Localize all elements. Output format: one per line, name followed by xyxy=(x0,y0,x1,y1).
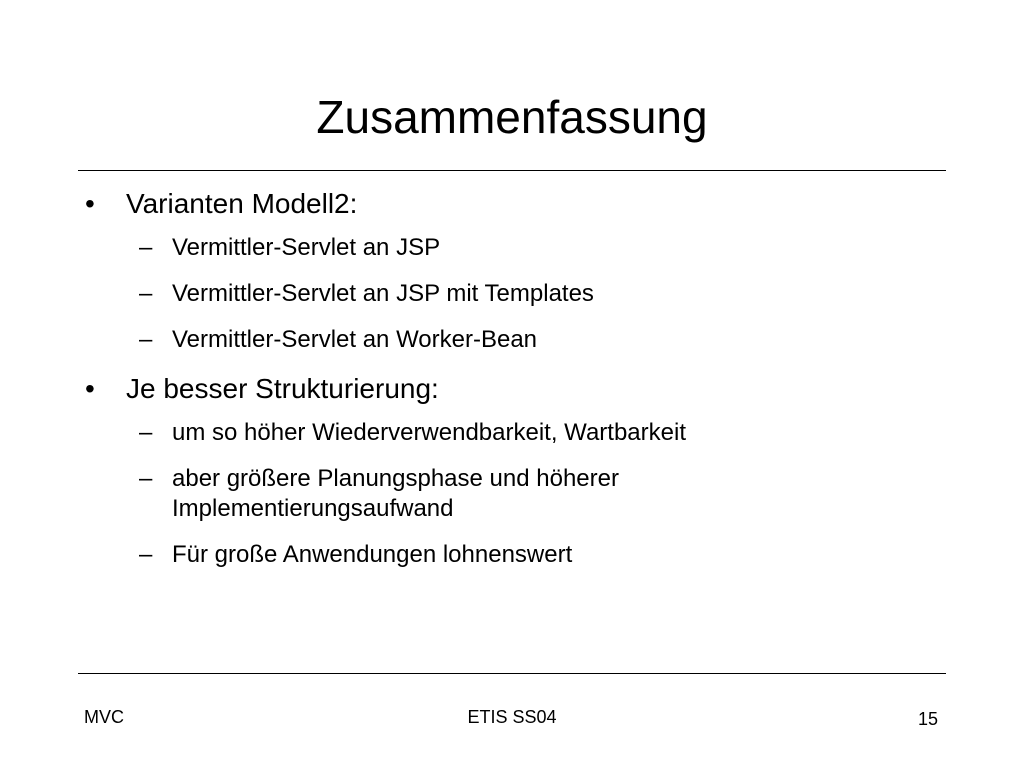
sub-bullet-marker: – xyxy=(139,541,153,568)
sub-bullet-text: Vermittler-Servlet an Worker-Bean xyxy=(172,326,538,353)
bullet-text: Varianten Modell2: xyxy=(126,188,358,219)
bottom-divider xyxy=(78,673,946,674)
sub-bullet-item xyxy=(85,540,935,570)
sub-bullet-text: Für große Anwendungen lohnenswert xyxy=(172,541,573,568)
bullet-item xyxy=(85,369,935,409)
sub-bullet-text: aber größere Planungsphase und höherer Implementierungsaufwand xyxy=(172,465,619,522)
bullet-marker: • xyxy=(85,188,95,219)
sub-bullet-item xyxy=(85,464,935,524)
bullet-text: Je besser Strukturierung: xyxy=(126,373,439,404)
bullet-item xyxy=(85,184,935,224)
top-divider xyxy=(78,170,946,171)
sub-bullet-item xyxy=(85,325,935,355)
slide-title: Zusammenfassung xyxy=(316,91,708,143)
sub-bullet-item xyxy=(85,279,935,309)
footer-center-label: ETIS SS04 xyxy=(467,707,557,727)
sub-bullet-marker: – xyxy=(139,465,153,492)
sub-bullet-item xyxy=(85,418,935,448)
sub-bullet-text: Vermittler-Servlet an JSP xyxy=(172,234,441,261)
sub-bullet-marker: – xyxy=(139,280,153,307)
sub-bullet-text: um so höher Wiederverwendbarkeit, Wartbarkeit xyxy=(172,419,686,446)
sub-bullet-text: Vermittler-Servlet an JSP mit Templates xyxy=(172,280,594,307)
sub-bullet-marker: – xyxy=(139,419,153,446)
sub-bullet-marker: – xyxy=(139,234,153,261)
footer-left-label: MVC xyxy=(84,707,124,727)
sub-bullet-item xyxy=(85,233,935,263)
sub-bullet-marker: – xyxy=(139,326,153,353)
slide-number: 15 xyxy=(917,709,938,729)
bullet-marker: • xyxy=(85,373,95,404)
slide-body xyxy=(85,184,935,570)
